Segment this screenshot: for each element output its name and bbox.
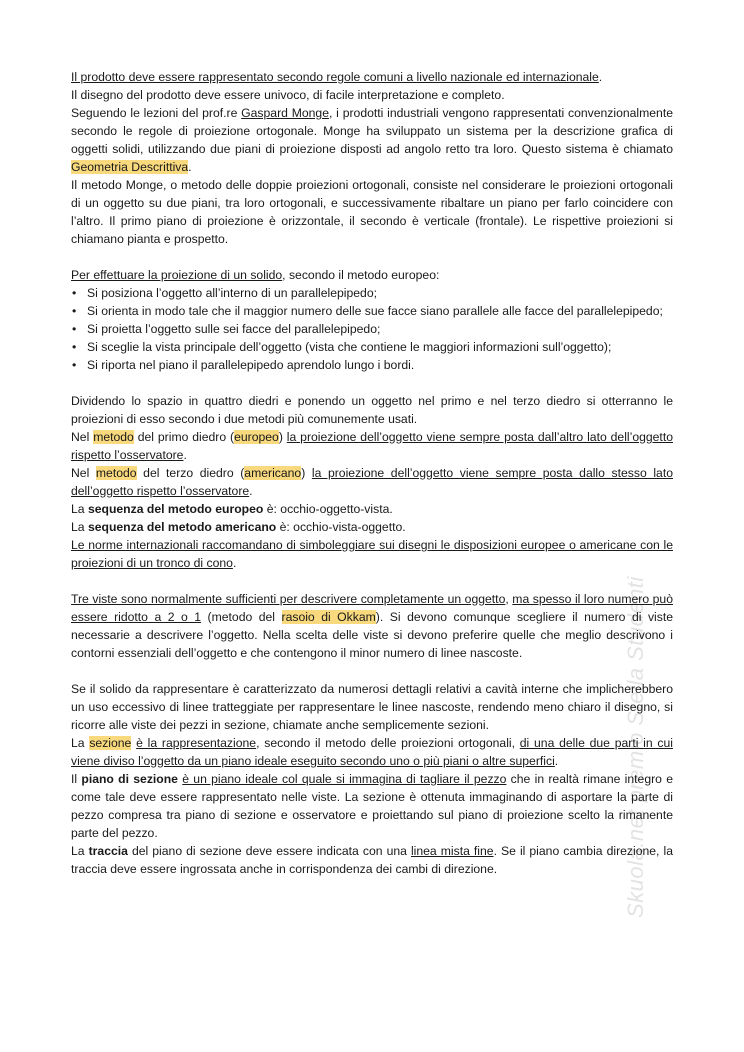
paragraph-metodo-americano [71, 464, 673, 500]
highlighted-text: rasoio di Okkam [281, 610, 376, 624]
text: ) [278, 430, 287, 444]
text: La [71, 520, 88, 534]
paragraph-proiezione-solido [71, 266, 673, 284]
text: ). Si devono comunque scegliere il numero di viste necessarie a descrivere l’oggetto. Nella scelta delle viste si devono preferire quelle che meglio descrivono i contorni essenziali dell’oggetto e che contengono il minor numero di linee nascoste. [71, 610, 673, 660]
paragraph-metodo-monge: Il metodo Monge, o metodo delle doppie proiezioni ortogonali, consiste nel considerare le proiezioni ortogonali di un oggetto su due piani, tra loro ortogonali, e successivamente ribaltare un piano per farlo coincidere con l’altro. Il primo piano di proiezione è orizzontale, il secondo è verticale (frontale). Le rispettive proiezioni si chiamano pianta e prospetto. [71, 178, 673, 246]
paragraph-metodo-europeo [71, 428, 673, 464]
text: . Se il piano cambia direzione, la traccia deve essere ingrossata anche in corrispondenza dei cambi di direzione. [71, 844, 673, 876]
highlighted-text: americano [244, 466, 302, 480]
text: . [232, 556, 237, 570]
underlined-text: ma spesso il loro numero può essere ridotto a 2 o 1 [71, 592, 673, 624]
highlighted-text: sezione [89, 736, 132, 750]
spacer [71, 572, 673, 590]
underlined-text: Il prodotto deve essere rappresentato secondo regole comuni a livello nazionale ed internazionale [71, 70, 599, 84]
underlined-text: è un piano ideale col quale si immagina di tagliare il pezzo [182, 772, 507, 786]
highlighted-text: metodo [93, 430, 134, 444]
spacer [71, 662, 673, 680]
paragraph-traccia [71, 842, 673, 878]
paragraph-diedri: Dividendo lo spazio in quattro diedri e ponendo un oggetto nel primo e nel terzo diedro si otterranno le proiezioni di esso secondo i due metodi più comunemente usati. [71, 394, 673, 426]
document-page [71, 68, 673, 878]
paragraph-univoco: Il disegno del prodotto deve essere univoco, di facile interpretazione e completo. [71, 88, 505, 102]
paragraph-intro [71, 68, 673, 86]
bold-text: traccia [88, 844, 128, 858]
paragraph-monge [71, 104, 673, 176]
paragraph-sezione-definizione [71, 734, 673, 770]
text: del primo diedro ( [133, 430, 235, 444]
text: , secondo il metodo europeo: [282, 268, 440, 282]
text: . [554, 754, 559, 768]
paragraph-piano-sezione [71, 770, 673, 842]
highlighted-text: Geometria Descrittiva [71, 160, 189, 174]
text: La [71, 736, 90, 750]
paragraph-sezioni: Se il solido da rappresentare è caratterizzato da numerosi dettagli relativi a cavità interne che implicherebbero un uso eccessivo di linee tratteggiate per rappresentare le linee nascoste, rendendo meno chiaro il disegno, si ricorre alle viste dei pezzi in sezione, chiamate anche semplicemente sezioni. [71, 682, 673, 732]
text: . [598, 70, 603, 84]
bold-text: piano di sezione [81, 772, 178, 786]
list-item: • Si riporta nel piano il parallelepipedo aprendolo lungo i bordi. [87, 356, 673, 374]
text: , i prodotti industriali vengono rappresentati convenzionalmente secondo le regole di proiezione ortogonale. Monge ha sviluppato un sistema per la descrizione grafica di oggetti solidi, utilizzando due piani di proiezione disposti ad angolo retto tra loro. Questo sistema è chiamato [71, 106, 673, 156]
bold-text: sequenza del metodo americano [87, 520, 277, 534]
text: è: occhio-vista-oggetto. [276, 520, 406, 534]
text: è: occhio-oggetto-vista. [263, 502, 393, 516]
text: , secondo il metodo delle proiezioni ortogonali, [256, 736, 520, 750]
underlined-text: la proiezione dell’oggetto viene sempre posta dall’altro lato dell’oggetto rispetto l’osservatore [71, 430, 673, 462]
underlined-text: Per effettuare la proiezione di un solido [71, 268, 283, 282]
paragraph-sequenza-europeo [71, 500, 673, 518]
bold-text: sequenza del metodo europeo [87, 502, 264, 516]
underlined-text: Le norme internazionali raccomandano di simboleggiare sui disegni le disposizioni europee o americane con le proiezioni di un tronco di cono [71, 538, 673, 570]
text: (metodo del [201, 610, 282, 624]
text: . [249, 484, 253, 498]
text: . [183, 448, 187, 462]
text: Il [71, 772, 82, 786]
underlined-text: Tre viste sono normalmente sufficienti per descrivere completamente un oggetto [71, 592, 506, 606]
underlined-text: linea mista fine [410, 844, 494, 858]
text: Nel [71, 430, 94, 444]
text: La [71, 502, 88, 516]
list-item: • Si posiziona l’oggetto all’interno di un parallelepipedo; [87, 284, 673, 302]
paragraph-tre-viste [71, 590, 673, 662]
bullet-list [71, 284, 673, 374]
text: Seguendo le lezioni del prof.re [71, 106, 242, 120]
text: del terzo diedro ( [136, 466, 245, 480]
spacer [71, 248, 673, 266]
text: che in realtà rimane integro e come tale deve essere rappresentato nelle viste. La sezione è ottenuta immaginando di asportare la parte di pezzo compresa tra piano di sezione e osservatore e proiettando sul piano di proiezione scelto la rimanente parte del pezzo. [71, 772, 673, 840]
underlined-text: la proiezione dell’oggetto viene sempre posta dallo stesso lato dell’oggetto rispetto l’osservatore [71, 466, 673, 498]
underlined-text: di una delle due parti in cui viene diviso l’oggetto da un piano ideale eseguito secondo uno o più piani o altre superfici [71, 736, 673, 768]
text: . [188, 160, 192, 174]
list-item: • Si sceglie la vista principale dell’oggetto (vista che contiene le maggiori informazioni sull’oggetto); [87, 338, 673, 356]
list-item: • Si proietta l’oggetto sulle sei facce del parallelepipedo; [87, 320, 673, 338]
text: , [505, 592, 513, 606]
list-item: • Si orienta in modo tale che il maggior numero delle sue facce siano parallele alle facce del parallelepipedo; [87, 302, 673, 320]
underlined-text: è la rappresentazione [136, 736, 257, 750]
watermark: Skuola.net premio Stella Studenti [623, 576, 648, 918]
text: ) [301, 466, 312, 480]
underlined-text: Gaspard Monge [241, 106, 329, 120]
highlighted-text: metodo [95, 466, 137, 480]
text: del piano di sezione deve essere indicata con una [127, 844, 411, 858]
highlighted-text: europeo [234, 430, 279, 444]
paragraph-norme [71, 536, 673, 572]
text: La [71, 844, 89, 858]
paragraph-sequenza-americano [71, 518, 673, 536]
text: Nel [71, 466, 96, 480]
spacer [71, 374, 673, 392]
